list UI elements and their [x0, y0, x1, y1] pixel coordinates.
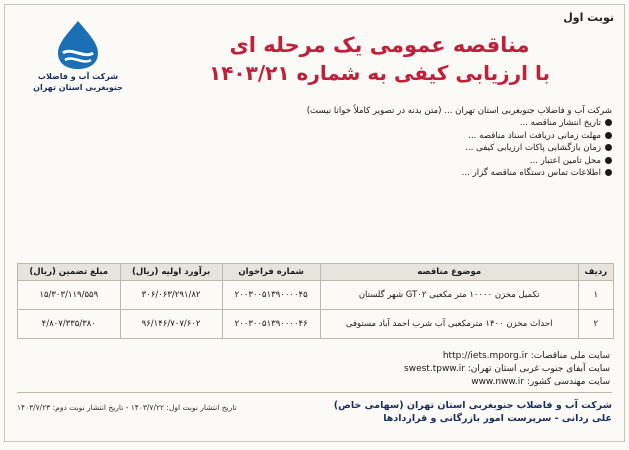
notice-footer: [17, 392, 612, 431]
notice-body: [17, 105, 612, 179]
bullet-icon: [605, 157, 612, 164]
col-subject: موضوع مناقصه: [320, 264, 578, 281]
col-radif: ردیف: [578, 264, 613, 281]
table-row: ۲ احداث مخزن ۱۴۰۰ مترمکعبی آب شرب احمد آباد مستوفی ۲۰۰۳۰۰۵۱۳۹۰۰۰۰۴۶ ۹۶/۱۴۶/۷۰۷/۶۰۲ ۴/۸۰۷/۳۳۵/۳۸۰: [18, 310, 614, 339]
bullet-icon: [605, 132, 612, 139]
footer-signer: علی ردانی - سرپرست امور بازرگانی و قراردادها: [383, 413, 612, 424]
notice-bullets: [17, 117, 612, 179]
bullet-icon: [605, 144, 612, 151]
company-logo: [19, 19, 137, 93]
bullet-item: محل تامین اعتبار ...: [17, 155, 612, 167]
website-list: [404, 350, 610, 389]
notice-title: [145, 31, 614, 87]
bullet-icon: [605, 119, 612, 126]
col-call-number: شماره فراخوان: [222, 264, 320, 281]
site-mohandesi-link[interactable]: سایت مهندسی کشور: www.nww.ir: [471, 377, 610, 387]
bullet-item: مهلت زمانی دریافت اسناد مناقصه ...: [17, 130, 612, 142]
site-melli-link[interactable]: سایت ملی مناقصات: http://iets.mporg.ir: [442, 351, 610, 361]
bullet-item: زمان بازگشایی پاکات ارزیابی کیفی ...: [17, 142, 612, 154]
bullet-item: تاریخ انتشار مناقصه ...: [17, 117, 612, 129]
footer-dates: تاریخ انتشار نوبت اول: ۱۴۰۳/۷/۲۲ - تاریخ انتشار نوبت دوم: ۱۴۰۳/۷/۲۳: [17, 403, 237, 412]
tender-notice: [4, 4, 625, 442]
footer-company: شرکت آب و فاضلاب جنوبغربی استان تهران (سهامی خاص): [333, 400, 612, 411]
site-abfa-link[interactable]: سایت آبفای جنوب غربی استان تهران: swest.tpww.ir: [404, 364, 610, 374]
title-line-1: مناقصه عمومی یک مرحله ای: [229, 33, 530, 57]
table-row: ۱ تکمیل مخزن ۱۰۰۰۰ متر مکعبی GT۰۲ شهر گلستان ۲۰۰۳۰۰۵۱۳۹۰۰۰۰۴۵ ۳۰۶/۰۶۳/۲۹۱/۸۲ ۱۵/۳۰۳/۱۱۹/۵۵۹: [18, 281, 614, 310]
col-estimate: برآورد اولیه (ریال): [120, 264, 222, 281]
bullet-item: اطلاعات تماس دستگاه مناقصه گزار ...: [17, 167, 612, 179]
tender-table: [17, 263, 614, 339]
bullet-icon: [605, 169, 612, 176]
intro-paragraph: شرکت آب و فاضلاب جنوبغربی استان تهران ... (متن بدنه در تصویر کاملاً خوانا نیست): [306, 106, 612, 116]
col-guarantee: مبلغ تضمین (ریال): [18, 264, 121, 281]
water-drop-logo-icon: [43, 19, 113, 69]
publication-round: نوبت اول: [563, 11, 614, 24]
footer-signature: [334, 399, 612, 425]
title-line-2: با ارزیابی کیفی به شماره ۱۴۰۳/۲۱: [209, 61, 550, 85]
table-header-row: [18, 264, 614, 281]
logo-caption: شرکت آب و فاضلاب جنوبغربی استان تهران: [33, 72, 123, 92]
